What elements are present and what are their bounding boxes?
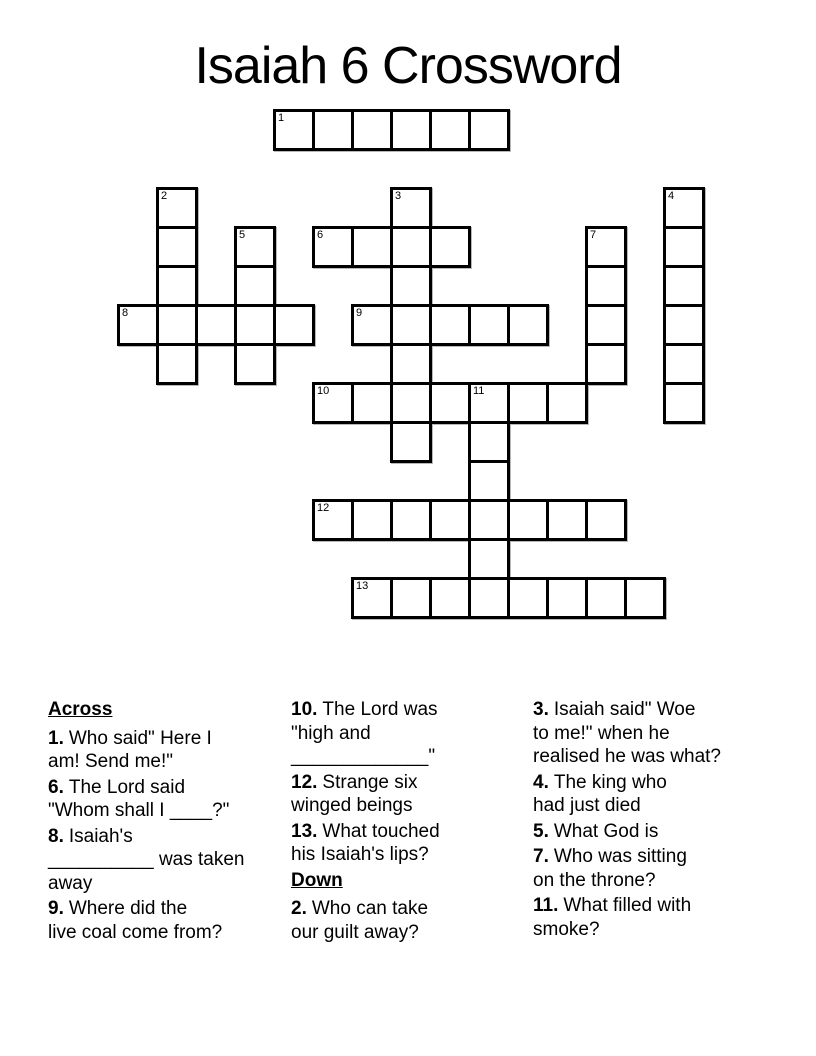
clue-text: his Isaiah's lips? (291, 844, 429, 865)
grid-cell[interactable] (312, 109, 354, 151)
grid-cell[interactable] (468, 304, 510, 346)
grid-cell[interactable] (390, 304, 432, 346)
grid-cell[interactable] (390, 343, 432, 385)
clue-text: Who said" Here I (68, 727, 212, 749)
page-title: Isaiah 6 Crossword (194, 37, 622, 95)
clue-number: 4. (533, 771, 549, 793)
clue-text: Isaiah said" Woe (553, 699, 696, 720)
clue-number: 5. (533, 820, 549, 842)
clue-text: smoke? (533, 918, 600, 940)
cell-number: 12 (317, 502, 330, 514)
grid-cell[interactable] (195, 304, 237, 346)
cell-number: 6 (317, 229, 324, 241)
grid-cell[interactable] (546, 577, 588, 619)
grid-cell[interactable] (156, 304, 198, 346)
clue-column-2 (291, 698, 531, 946)
clue-text: "Whom shall I ____?" (48, 800, 230, 821)
grid-cell[interactable] (585, 343, 627, 385)
cell-number: 1 (278, 112, 285, 124)
grid-cell[interactable] (156, 343, 198, 385)
cell-number: 5 (239, 229, 246, 241)
clue-across-10 (291, 698, 531, 769)
grid-cell[interactable] (468, 577, 510, 619)
grid-cell[interactable] (234, 304, 276, 346)
clue-text: Who was sitting (553, 846, 687, 867)
grid-cell[interactable] (234, 226, 276, 268)
cell-number: 8 (122, 307, 129, 319)
clue-text: __________ was taken (48, 849, 245, 870)
clue-text: Where did the (68, 898, 188, 919)
grid-cell[interactable] (156, 226, 198, 268)
grid-cell[interactable] (468, 421, 510, 463)
clue-number: 11. (533, 895, 559, 916)
clue-across-8 (48, 825, 288, 896)
grid-cell[interactable] (351, 382, 393, 424)
grid-cell[interactable] (117, 304, 159, 346)
clue-text: Who can take (311, 898, 429, 919)
grid-cell[interactable] (312, 226, 354, 268)
cell-number: 9 (356, 307, 363, 319)
grid-cell[interactable] (663, 226, 705, 268)
clue-text: What God is (553, 820, 659, 842)
grid-cell[interactable] (390, 226, 432, 268)
clue-across-1 (48, 727, 288, 774)
clues-heading-down: Down (291, 869, 343, 891)
clue-number: 2. (291, 898, 307, 919)
cell-number: 7 (590, 229, 597, 241)
clue-down-2 (291, 897, 531, 944)
grid-cell[interactable] (468, 460, 510, 502)
clue-down-7 (533, 845, 773, 892)
grid-cell[interactable] (390, 187, 432, 229)
grid-cell[interactable] (156, 265, 198, 307)
clues-heading-across: Across (48, 699, 113, 720)
clue-text: Isaiah's (68, 825, 133, 847)
grid-cell[interactable] (468, 382, 510, 424)
grid-cell[interactable] (351, 304, 393, 346)
cell-number: 11 (473, 385, 485, 397)
grid-cell[interactable] (507, 304, 549, 346)
clue-text: on the throne? (533, 869, 656, 891)
grid-cell[interactable] (585, 304, 627, 346)
clue-across-13 (291, 820, 531, 867)
grid-cell[interactable] (663, 304, 705, 346)
clue-number: 1. (48, 727, 64, 749)
clue-column-3 (533, 698, 773, 943)
grid-cell[interactable] (234, 343, 276, 385)
grid-cell[interactable] (351, 109, 393, 151)
clue-number: 13. (291, 820, 318, 842)
grid-cell[interactable] (507, 382, 549, 424)
grid-cell[interactable] (585, 265, 627, 307)
clue-number: 12. (291, 771, 318, 793)
clue-column-1 (48, 698, 288, 946)
grid-cell[interactable] (663, 382, 705, 424)
clue-number: 7. (533, 846, 549, 867)
grid-cell[interactable] (663, 343, 705, 385)
grid-cell[interactable] (429, 226, 471, 268)
clue-text: The Lord said (68, 776, 186, 798)
grid-cell[interactable] (390, 421, 432, 463)
clue-text: live coal come from? (48, 921, 223, 943)
grid-cell[interactable] (507, 499, 549, 541)
clue-number: 3. (533, 699, 549, 720)
grid-cell[interactable] (273, 304, 315, 346)
cell-number: 4 (668, 190, 675, 202)
grid-cell[interactable] (156, 187, 198, 229)
clue-text: our guilt away? (291, 921, 419, 943)
grid-cell[interactable] (546, 499, 588, 541)
grid-cell[interactable] (429, 499, 471, 541)
crossword-grid (117, 109, 705, 619)
grid-cell[interactable] (312, 499, 354, 541)
grid-cell[interactable] (585, 226, 627, 268)
clue-text: had just died (533, 795, 641, 816)
grid-cell[interactable] (429, 577, 471, 619)
clue-text: Strange six (322, 771, 418, 793)
grid-cell[interactable] (390, 577, 432, 619)
clue-across-6 (48, 776, 288, 823)
grid-cell[interactable] (390, 499, 432, 541)
clue-across-12 (291, 771, 531, 818)
grid-cell[interactable] (234, 265, 276, 307)
grid-cell[interactable] (546, 382, 588, 424)
grid-cell[interactable] (585, 577, 627, 619)
clue-text: _____________" (291, 746, 436, 767)
grid-cell[interactable] (312, 382, 354, 424)
grid-cell[interactable] (468, 109, 510, 151)
grid-cell[interactable] (624, 577, 666, 619)
clue-number: 10. (291, 699, 318, 720)
clue-down-5 (533, 820, 773, 844)
grid-cell[interactable] (663, 265, 705, 307)
grid-cell[interactable] (351, 226, 393, 268)
grid-cell[interactable] (273, 109, 315, 151)
grid-cell[interactable] (429, 382, 471, 424)
clue-down-4 (533, 771, 773, 818)
clue-text: away (48, 872, 93, 894)
clue-text: What filled with (563, 895, 692, 916)
grid-cell[interactable] (390, 382, 432, 424)
clue-text: The king who (553, 771, 667, 793)
grid-cell[interactable] (390, 265, 432, 307)
grid-cell[interactable] (351, 577, 393, 619)
grid-cell[interactable] (390, 109, 432, 151)
grid-cell[interactable] (429, 109, 471, 151)
grid-cell[interactable] (468, 538, 510, 580)
grid-cell[interactable] (429, 304, 471, 346)
clue-text: realised he was what? (533, 746, 721, 767)
clue-number: 8. (48, 825, 64, 847)
grid-cell[interactable] (585, 499, 627, 541)
clue-text: winged beings (291, 795, 413, 816)
cell-number: 3 (395, 190, 402, 202)
clue-across-9 (48, 897, 288, 944)
clue-text: "high and (291, 722, 371, 744)
cell-number: 2 (161, 190, 168, 202)
grid-cell[interactable] (507, 577, 549, 619)
clue-text: am! Send me!" (48, 751, 174, 772)
grid-cell[interactable] (468, 499, 510, 541)
clue-down-11 (533, 894, 773, 941)
clue-text: to me!" when he (533, 722, 670, 744)
cell-number: 13 (356, 580, 369, 592)
grid-cell[interactable] (351, 499, 393, 541)
clue-text: What touched (322, 820, 440, 842)
grid-cell[interactable] (663, 187, 705, 229)
clue-text: The Lord was (322, 699, 438, 720)
clue-number: 9. (48, 898, 64, 919)
clue-number: 6. (48, 776, 64, 798)
cell-number: 10 (317, 385, 330, 397)
clue-down-3 (533, 698, 773, 769)
